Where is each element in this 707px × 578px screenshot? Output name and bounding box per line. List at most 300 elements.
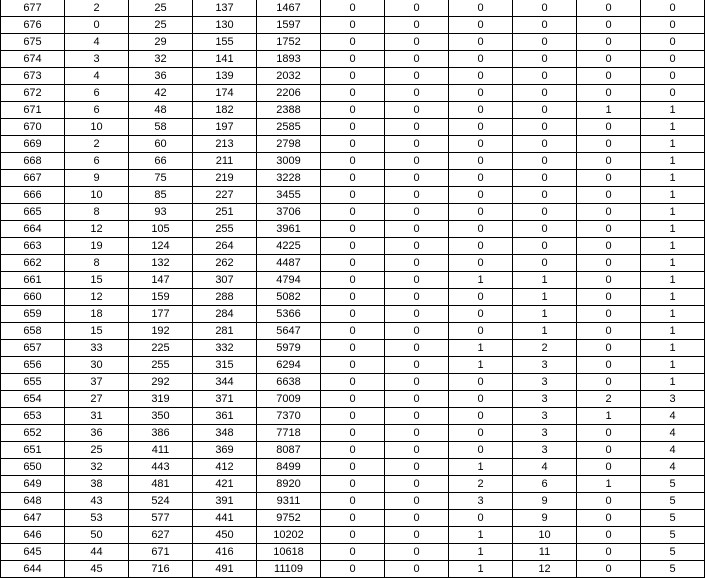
table-cell[interactable]: 0: [641, 85, 705, 102]
table-cell[interactable]: 0: [449, 510, 513, 527]
table-cell[interactable]: 0: [321, 68, 385, 85]
table-cell[interactable]: 4: [641, 459, 705, 476]
table-cell[interactable]: 50: [65, 527, 129, 544]
table-cell[interactable]: 130: [193, 17, 257, 34]
table-cell[interactable]: 0: [385, 68, 449, 85]
table-cell[interactable]: 656: [1, 357, 65, 374]
table-cell[interactable]: 5: [641, 493, 705, 510]
table-cell[interactable]: 255: [129, 357, 193, 374]
table-cell[interactable]: 3: [513, 374, 577, 391]
table-cell[interactable]: 1: [641, 221, 705, 238]
table-cell[interactable]: 284: [193, 306, 257, 323]
table-cell[interactable]: 0: [385, 459, 449, 476]
table-cell[interactable]: 7718: [257, 425, 321, 442]
table-cell[interactable]: 8: [65, 204, 129, 221]
table-cell[interactable]: 416: [193, 544, 257, 561]
table-cell[interactable]: 45: [65, 561, 129, 578]
table-cell[interactable]: 0: [321, 357, 385, 374]
table-cell[interactable]: 0: [449, 136, 513, 153]
table-cell[interactable]: 0: [577, 187, 641, 204]
table-cell[interactable]: 1: [641, 204, 705, 221]
table-cell[interactable]: 0: [321, 544, 385, 561]
table-cell[interactable]: 674: [1, 51, 65, 68]
table-cell[interactable]: 0: [577, 255, 641, 272]
table-cell[interactable]: 0: [577, 153, 641, 170]
table-cell[interactable]: 0: [449, 221, 513, 238]
table-cell[interactable]: 0: [385, 510, 449, 527]
table-cell[interactable]: 27: [65, 391, 129, 408]
table-cell[interactable]: 0: [449, 238, 513, 255]
table-cell[interactable]: 369: [193, 442, 257, 459]
table-cell[interactable]: 0: [641, 34, 705, 51]
table-cell[interactable]: 4225: [257, 238, 321, 255]
table-cell[interactable]: 66: [129, 153, 193, 170]
table-cell[interactable]: 650: [1, 459, 65, 476]
table-cell[interactable]: 7009: [257, 391, 321, 408]
table-cell[interactable]: 75: [129, 170, 193, 187]
table-cell[interactable]: 8: [65, 255, 129, 272]
table-cell[interactable]: 0: [577, 68, 641, 85]
table-cell[interactable]: 0: [385, 0, 449, 17]
table-cell[interactable]: 0: [577, 119, 641, 136]
table-cell[interactable]: 319: [129, 391, 193, 408]
table-cell[interactable]: 5: [641, 544, 705, 561]
table-cell[interactable]: 0: [385, 442, 449, 459]
table-cell[interactable]: 0: [513, 153, 577, 170]
table-cell[interactable]: 139: [193, 68, 257, 85]
table-cell[interactable]: 0: [449, 51, 513, 68]
table-cell[interactable]: 0: [513, 68, 577, 85]
table-cell[interactable]: 15: [65, 323, 129, 340]
table-cell[interactable]: 4: [513, 459, 577, 476]
table-cell[interactable]: 0: [321, 0, 385, 17]
table-cell[interactable]: 5: [641, 510, 705, 527]
table-cell[interactable]: 1: [641, 306, 705, 323]
table-cell[interactable]: 132: [129, 255, 193, 272]
table-cell[interactable]: 6: [513, 476, 577, 493]
table-cell[interactable]: 147: [129, 272, 193, 289]
table-cell[interactable]: 645: [1, 544, 65, 561]
table-cell[interactable]: 0: [321, 510, 385, 527]
table-cell[interactable]: 2: [577, 391, 641, 408]
table-cell[interactable]: 0: [385, 408, 449, 425]
table-cell[interactable]: 0: [385, 153, 449, 170]
table-cell[interactable]: 0: [449, 323, 513, 340]
table-cell[interactable]: 651: [1, 442, 65, 459]
table-cell[interactable]: 0: [321, 153, 385, 170]
table-cell[interactable]: 4487: [257, 255, 321, 272]
table-cell[interactable]: 9752: [257, 510, 321, 527]
table-cell[interactable]: 31: [65, 408, 129, 425]
table-cell[interactable]: 2032: [257, 68, 321, 85]
table-cell[interactable]: 211: [193, 153, 257, 170]
table-cell[interactable]: 5082: [257, 289, 321, 306]
table-cell[interactable]: 0: [449, 68, 513, 85]
table-cell[interactable]: 1: [641, 255, 705, 272]
table-cell[interactable]: 12: [65, 289, 129, 306]
table-cell[interactable]: 4794: [257, 272, 321, 289]
table-cell[interactable]: 18: [65, 306, 129, 323]
table-cell[interactable]: 3228: [257, 170, 321, 187]
table-cell[interactable]: 412: [193, 459, 257, 476]
table-cell[interactable]: 25: [65, 442, 129, 459]
table-cell[interactable]: 0: [577, 306, 641, 323]
table-cell[interactable]: 124: [129, 238, 193, 255]
table-cell[interactable]: 174: [193, 85, 257, 102]
table-cell[interactable]: 0: [449, 102, 513, 119]
table-cell[interactable]: 1: [513, 272, 577, 289]
table-cell[interactable]: 5979: [257, 340, 321, 357]
table-cell[interactable]: 137: [193, 0, 257, 17]
table-cell[interactable]: 0: [321, 493, 385, 510]
table-cell[interactable]: 664: [1, 221, 65, 238]
table-cell[interactable]: 668: [1, 153, 65, 170]
table-cell[interactable]: 225: [129, 340, 193, 357]
table-cell[interactable]: 0: [321, 187, 385, 204]
table-cell[interactable]: 1: [577, 102, 641, 119]
table-cell[interactable]: 663: [1, 238, 65, 255]
table-cell[interactable]: 5: [641, 527, 705, 544]
table-cell[interactable]: 4: [65, 68, 129, 85]
table-cell[interactable]: 1467: [257, 0, 321, 17]
table-cell[interactable]: 0: [385, 527, 449, 544]
table-cell[interactable]: 0: [513, 0, 577, 17]
table-cell[interactable]: 0: [513, 34, 577, 51]
table-cell[interactable]: 15: [65, 272, 129, 289]
table-cell[interactable]: 0: [449, 289, 513, 306]
table-cell[interactable]: 0: [449, 170, 513, 187]
table-cell[interactable]: 332: [193, 340, 257, 357]
table-cell[interactable]: 660: [1, 289, 65, 306]
table-cell[interactable]: 0: [385, 221, 449, 238]
table-cell[interactable]: 213: [193, 136, 257, 153]
table-cell[interactable]: 37: [65, 374, 129, 391]
table-cell[interactable]: 9: [65, 170, 129, 187]
table-cell[interactable]: 348: [193, 425, 257, 442]
table-cell[interactable]: 0: [321, 527, 385, 544]
table-cell[interactable]: 0: [385, 119, 449, 136]
table-cell[interactable]: 0: [321, 102, 385, 119]
table-cell[interactable]: 30: [65, 357, 129, 374]
table-cell[interactable]: 0: [321, 391, 385, 408]
table-cell[interactable]: 0: [321, 272, 385, 289]
table-cell[interactable]: 0: [513, 136, 577, 153]
table-cell[interactable]: 0: [321, 323, 385, 340]
table-cell[interactable]: 524: [129, 493, 193, 510]
table-cell[interactable]: 5: [641, 476, 705, 493]
table-cell[interactable]: 0: [385, 187, 449, 204]
table-cell[interactable]: 481: [129, 476, 193, 493]
table-cell[interactable]: 1: [641, 238, 705, 255]
table-cell[interactable]: 0: [385, 391, 449, 408]
table-cell[interactable]: 0: [321, 17, 385, 34]
table-cell[interactable]: 1: [513, 306, 577, 323]
table-cell[interactable]: 361: [193, 408, 257, 425]
table-cell[interactable]: 1: [449, 272, 513, 289]
table-cell[interactable]: 3: [513, 357, 577, 374]
table-cell[interactable]: 661: [1, 272, 65, 289]
table-cell[interactable]: 0: [321, 204, 385, 221]
table-cell[interactable]: 0: [577, 425, 641, 442]
table-cell[interactable]: 0: [577, 221, 641, 238]
table-cell[interactable]: 0: [449, 17, 513, 34]
table-cell[interactable]: 0: [577, 85, 641, 102]
table-cell[interactable]: 251: [193, 204, 257, 221]
table-cell[interactable]: 155: [193, 34, 257, 51]
table-cell[interactable]: 0: [385, 170, 449, 187]
table-cell[interactable]: 4: [65, 34, 129, 51]
table-cell[interactable]: 2: [513, 340, 577, 357]
table-cell[interactable]: 1: [641, 187, 705, 204]
table-cell[interactable]: 0: [577, 561, 641, 578]
table-cell[interactable]: 36: [129, 68, 193, 85]
table-cell[interactable]: 0: [513, 119, 577, 136]
table-cell[interactable]: 0: [513, 187, 577, 204]
table-cell[interactable]: 2: [65, 136, 129, 153]
table-cell[interactable]: 10202: [257, 527, 321, 544]
table-cell[interactable]: 0: [385, 476, 449, 493]
table-cell[interactable]: 12: [513, 561, 577, 578]
table-cell[interactable]: 0: [321, 442, 385, 459]
table-cell[interactable]: 0: [641, 17, 705, 34]
table-cell[interactable]: 350: [129, 408, 193, 425]
table-cell[interactable]: 36: [65, 425, 129, 442]
table-cell[interactable]: 0: [385, 357, 449, 374]
table-cell[interactable]: 0: [385, 255, 449, 272]
table-cell[interactable]: 443: [129, 459, 193, 476]
table-cell[interactable]: 1: [641, 357, 705, 374]
table-cell[interactable]: 0: [577, 17, 641, 34]
table-cell[interactable]: 386: [129, 425, 193, 442]
table-cell[interactable]: 0: [449, 153, 513, 170]
table-cell[interactable]: 1: [641, 136, 705, 153]
table-cell[interactable]: 0: [577, 34, 641, 51]
table-cell[interactable]: 0: [385, 238, 449, 255]
table-cell[interactable]: 2388: [257, 102, 321, 119]
table-cell[interactable]: 662: [1, 255, 65, 272]
table-cell[interactable]: 0: [577, 204, 641, 221]
table-cell[interactable]: 0: [449, 204, 513, 221]
table-cell[interactable]: 4: [641, 425, 705, 442]
table-cell[interactable]: 3: [513, 391, 577, 408]
table-cell[interactable]: 657: [1, 340, 65, 357]
table-cell[interactable]: 491: [193, 561, 257, 578]
table-cell[interactable]: 0: [385, 51, 449, 68]
table-cell[interactable]: 0: [385, 17, 449, 34]
table-cell[interactable]: 141: [193, 51, 257, 68]
table-cell[interactable]: 654: [1, 391, 65, 408]
table-cell[interactable]: 3: [65, 51, 129, 68]
table-cell[interactable]: 227: [193, 187, 257, 204]
table-cell[interactable]: 677: [1, 0, 65, 17]
table-cell[interactable]: 0: [449, 255, 513, 272]
table-cell[interactable]: 10: [65, 187, 129, 204]
table-cell[interactable]: 0: [321, 136, 385, 153]
table-cell[interactable]: 0: [321, 476, 385, 493]
table-cell[interactable]: 3: [449, 493, 513, 510]
table-cell[interactable]: 0: [513, 170, 577, 187]
table-cell[interactable]: 450: [193, 527, 257, 544]
table-cell[interactable]: 255: [193, 221, 257, 238]
table-cell[interactable]: 1: [449, 527, 513, 544]
table-cell[interactable]: 93: [129, 204, 193, 221]
table-cell[interactable]: 4: [641, 408, 705, 425]
table-cell[interactable]: 6: [65, 153, 129, 170]
table-cell[interactable]: 0: [385, 289, 449, 306]
table-cell[interactable]: 2206: [257, 85, 321, 102]
table-cell[interactable]: 627: [129, 527, 193, 544]
table-cell[interactable]: 3: [513, 425, 577, 442]
table-cell[interactable]: 0: [449, 408, 513, 425]
table-cell[interactable]: 646: [1, 527, 65, 544]
table-cell[interactable]: 0: [577, 323, 641, 340]
table-cell[interactable]: 0: [577, 136, 641, 153]
table-cell[interactable]: 0: [385, 374, 449, 391]
table-cell[interactable]: 1: [449, 561, 513, 578]
table-cell[interactable]: 0: [321, 340, 385, 357]
table-cell[interactable]: 0: [321, 119, 385, 136]
table-cell[interactable]: 672: [1, 85, 65, 102]
table-cell[interactable]: 0: [577, 493, 641, 510]
table-cell[interactable]: 9: [513, 510, 577, 527]
table-cell[interactable]: 0: [577, 459, 641, 476]
table-cell[interactable]: 177: [129, 306, 193, 323]
table-cell[interactable]: 0: [513, 85, 577, 102]
table-cell[interactable]: 44: [65, 544, 129, 561]
table-cell[interactable]: 676: [1, 17, 65, 34]
table-cell[interactable]: 0: [577, 272, 641, 289]
table-cell[interactable]: 0: [321, 221, 385, 238]
table-cell[interactable]: 0: [513, 17, 577, 34]
table-cell[interactable]: 0: [449, 119, 513, 136]
table-cell[interactable]: 8499: [257, 459, 321, 476]
table-cell[interactable]: 667: [1, 170, 65, 187]
table-cell[interactable]: 659: [1, 306, 65, 323]
table-cell[interactable]: 25: [129, 17, 193, 34]
table-cell[interactable]: 0: [385, 136, 449, 153]
table-cell[interactable]: 281: [193, 323, 257, 340]
table-cell[interactable]: 0: [321, 561, 385, 578]
table-cell[interactable]: 5366: [257, 306, 321, 323]
table-cell[interactable]: 0: [513, 255, 577, 272]
table-cell[interactable]: 1: [641, 170, 705, 187]
table-cell[interactable]: 6638: [257, 374, 321, 391]
table-cell[interactable]: 1: [641, 340, 705, 357]
table-cell[interactable]: 655: [1, 374, 65, 391]
table-cell[interactable]: 0: [577, 51, 641, 68]
table-cell[interactable]: 3: [513, 408, 577, 425]
table-cell[interactable]: 1: [577, 408, 641, 425]
table-cell[interactable]: 0: [321, 170, 385, 187]
table-cell[interactable]: 0: [449, 85, 513, 102]
table-cell[interactable]: 9: [513, 493, 577, 510]
table-cell[interactable]: 182: [193, 102, 257, 119]
table-cell[interactable]: 3961: [257, 221, 321, 238]
table-cell[interactable]: 10618: [257, 544, 321, 561]
table-cell[interactable]: 716: [129, 561, 193, 578]
table-cell[interactable]: 1: [577, 476, 641, 493]
table-cell[interactable]: 0: [577, 0, 641, 17]
table-cell[interactable]: 197: [193, 119, 257, 136]
table-cell[interactable]: 0: [577, 544, 641, 561]
table-cell[interactable]: 264: [193, 238, 257, 255]
table-cell[interactable]: 0: [321, 238, 385, 255]
table-cell[interactable]: 0: [577, 357, 641, 374]
table-cell[interactable]: 0: [449, 34, 513, 51]
table-cell[interactable]: 0: [385, 425, 449, 442]
table-cell[interactable]: 5647: [257, 323, 321, 340]
table-cell[interactable]: 0: [641, 0, 705, 17]
table-cell[interactable]: 105: [129, 221, 193, 238]
table-cell[interactable]: 0: [577, 238, 641, 255]
table-cell[interactable]: 0: [577, 374, 641, 391]
table-cell[interactable]: 0: [449, 391, 513, 408]
table-cell[interactable]: 3706: [257, 204, 321, 221]
table-cell[interactable]: 0: [385, 544, 449, 561]
table-cell[interactable]: 0: [321, 85, 385, 102]
table-cell[interactable]: 6294: [257, 357, 321, 374]
table-cell[interactable]: 11: [513, 544, 577, 561]
table-cell[interactable]: 0: [577, 289, 641, 306]
table-cell[interactable]: 1: [641, 119, 705, 136]
table-cell[interactable]: 0: [385, 272, 449, 289]
table-cell[interactable]: 0: [513, 238, 577, 255]
table-cell[interactable]: 0: [513, 102, 577, 119]
table-cell[interactable]: 0: [449, 187, 513, 204]
table-cell[interactable]: 0: [577, 340, 641, 357]
table-cell[interactable]: 3: [641, 391, 705, 408]
table-cell[interactable]: 0: [513, 204, 577, 221]
table-cell[interactable]: 671: [1, 102, 65, 119]
table-cell[interactable]: 29: [129, 34, 193, 51]
table-cell[interactable]: 1: [513, 289, 577, 306]
table-cell[interactable]: 1: [449, 357, 513, 374]
table-cell[interactable]: 9311: [257, 493, 321, 510]
table-cell[interactable]: 292: [129, 374, 193, 391]
table-cell[interactable]: 5: [641, 561, 705, 578]
table-cell[interactable]: 653: [1, 408, 65, 425]
table-cell[interactable]: 0: [513, 221, 577, 238]
table-cell[interactable]: 0: [385, 34, 449, 51]
table-cell[interactable]: 33: [65, 340, 129, 357]
table-cell[interactable]: 0: [449, 374, 513, 391]
table-cell[interactable]: 0: [321, 255, 385, 272]
table-cell[interactable]: 4: [641, 442, 705, 459]
table-cell[interactable]: 38: [65, 476, 129, 493]
table-cell[interactable]: 658: [1, 323, 65, 340]
table-cell[interactable]: 1597: [257, 17, 321, 34]
table-cell[interactable]: 25: [129, 0, 193, 17]
table-cell[interactable]: 53: [65, 510, 129, 527]
table-cell[interactable]: 3: [513, 442, 577, 459]
table-cell[interactable]: 10: [513, 527, 577, 544]
table-cell[interactable]: 0: [321, 408, 385, 425]
table-cell[interactable]: 1: [641, 289, 705, 306]
table-cell[interactable]: 262: [193, 255, 257, 272]
table-cell[interactable]: 0: [641, 51, 705, 68]
table-cell[interactable]: 670: [1, 119, 65, 136]
table-cell[interactable]: 3455: [257, 187, 321, 204]
table-cell[interactable]: 1: [641, 323, 705, 340]
table-cell[interactable]: 0: [385, 204, 449, 221]
table-cell[interactable]: 1752: [257, 34, 321, 51]
table-cell[interactable]: 666: [1, 187, 65, 204]
table-cell[interactable]: 58: [129, 119, 193, 136]
table-cell[interactable]: 0: [385, 323, 449, 340]
table-cell[interactable]: 48: [129, 102, 193, 119]
table-cell[interactable]: 1: [449, 459, 513, 476]
table-cell[interactable]: 0: [385, 306, 449, 323]
